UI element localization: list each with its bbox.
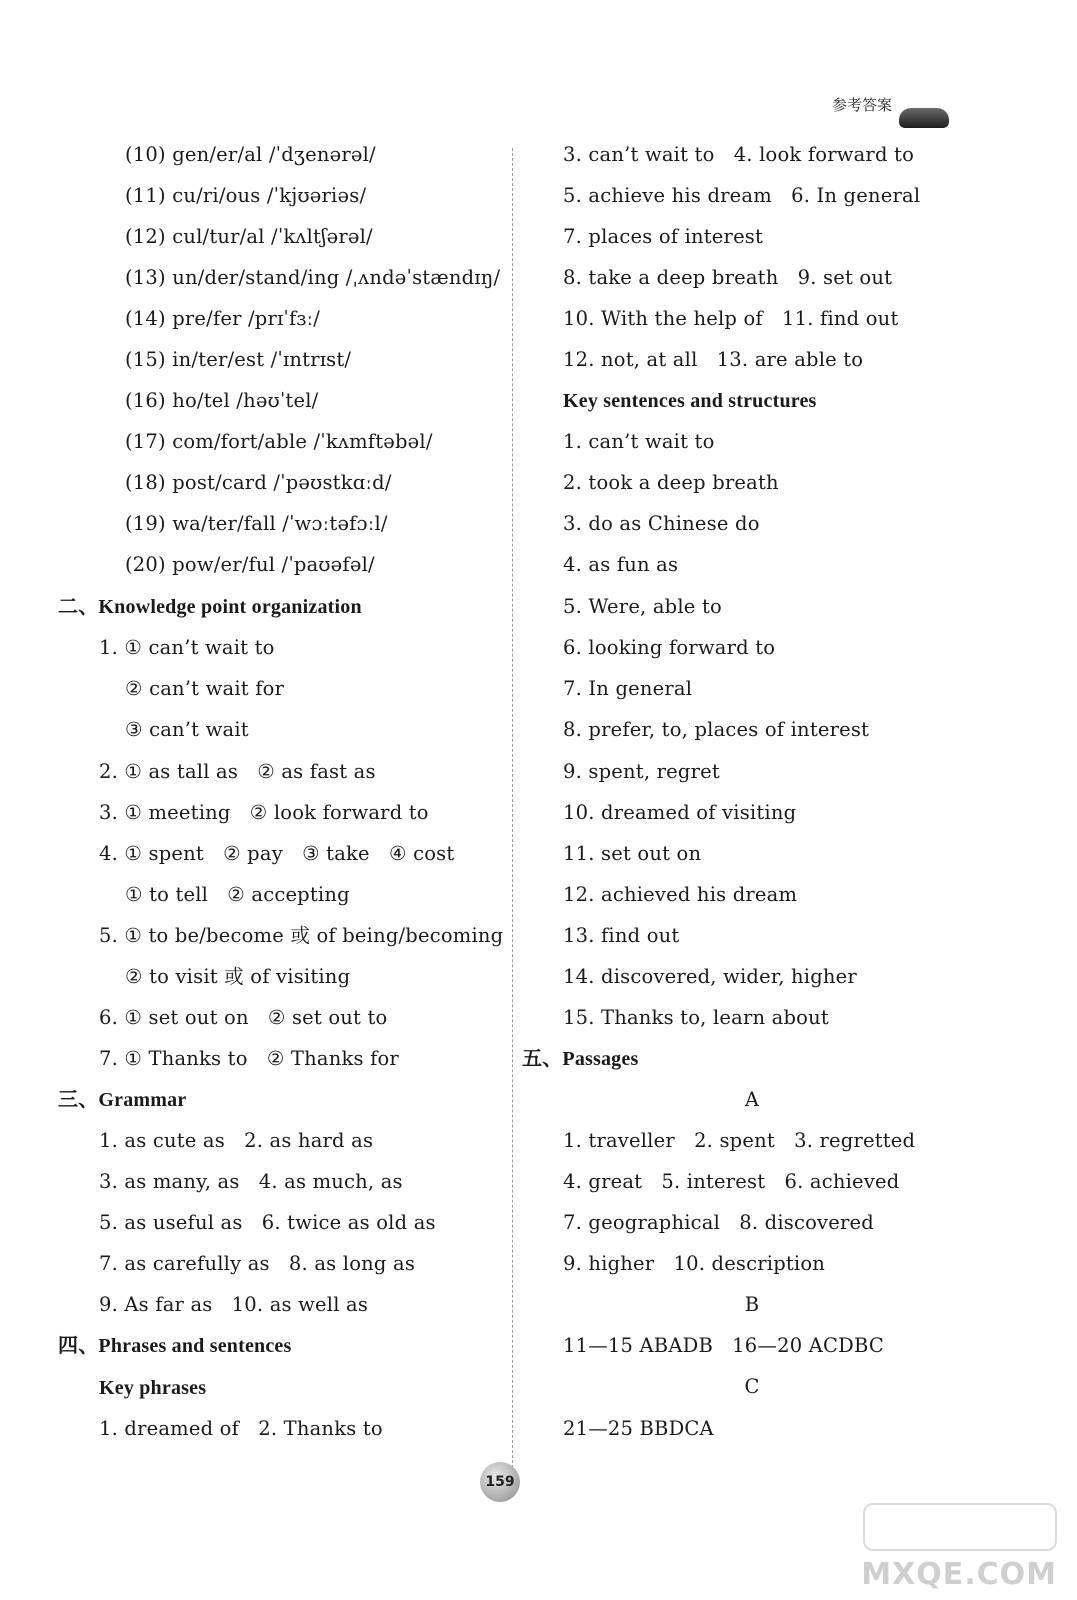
answer-line: ② to visit 或 of visiting bbox=[125, 965, 351, 988]
answer-line: 11—15 ABADB 16—20 ACDBC bbox=[563, 1334, 884, 1357]
answer-line: (17) com/fort/able /ˈkʌmftəbəl/ bbox=[125, 430, 433, 453]
passage-label: C bbox=[744, 1375, 760, 1398]
answer-line: 1. can’t wait to bbox=[563, 430, 715, 453]
answer-line: 5. ① to be/become 或 of being/becoming bbox=[99, 924, 504, 947]
answer-line: 5. Were, able to bbox=[563, 595, 722, 618]
section-heading: 四、Phrases and sentences bbox=[58, 1335, 292, 1357]
answer-line: 9. As far as 10. as well as bbox=[99, 1293, 369, 1316]
passage-label: A bbox=[744, 1088, 760, 1111]
answer-line: 2. took a deep breath bbox=[563, 471, 779, 494]
subsection-heading: Key sentences and structures bbox=[563, 390, 817, 412]
answer-line: 9. spent, regret bbox=[563, 760, 720, 783]
answer-line: 3. as many, as 4. as much, as bbox=[99, 1170, 403, 1193]
answer-line: 4. ① spent ② pay ③ take ④ cost bbox=[99, 842, 455, 865]
answer-line: (16) ho/tel /həʊˈtel/ bbox=[125, 389, 319, 412]
page-number: 159 bbox=[480, 1462, 520, 1502]
answer-line: 8. take a deep breath 9. set out bbox=[563, 266, 893, 289]
answer-line: 3. can’t wait to 4. look forward to bbox=[563, 143, 915, 166]
answer-line: ② can’t wait for bbox=[125, 677, 285, 700]
answer-line: 6. ① set out on ② set out to bbox=[99, 1006, 388, 1029]
answer-line: 13. find out bbox=[563, 924, 680, 947]
answer-line: (10) gen/er/al /ˈdʒenərəl/ bbox=[125, 143, 376, 166]
answer-line: ③ can’t wait bbox=[125, 718, 249, 741]
header-label: 参考答案 bbox=[831, 96, 892, 114]
answer-line: 11. set out on bbox=[563, 842, 702, 865]
passage-label: B bbox=[744, 1293, 760, 1316]
answer-line: (18) post/card /ˈpəʊstkɑːd/ bbox=[125, 471, 392, 494]
answer-line: 4. as fun as bbox=[563, 553, 679, 576]
answer-line: 21—25 BBDCA bbox=[563, 1417, 714, 1440]
answer-line: 7. ① Thanks to ② Thanks for bbox=[99, 1047, 399, 1070]
answer-line: 14. discovered, wider, higher bbox=[563, 965, 857, 988]
answer-line: 3. do as Chinese do bbox=[563, 512, 760, 535]
answer-line: (11) cu/ri/ous /ˈkjʊəriəs/ bbox=[125, 184, 367, 207]
answer-line: 3. ① meeting ② look forward to bbox=[99, 801, 429, 824]
answer-line: 10. dreamed of visiting bbox=[563, 801, 797, 824]
answer-line: (12) cul/tur/al /ˈkʌltʃərəl/ bbox=[125, 225, 373, 248]
answer-line: 8. prefer, to, places of interest bbox=[563, 718, 870, 741]
answer-line: 5. as useful as 6. twice as old as bbox=[99, 1211, 436, 1234]
answer-line: 4. great 5. interest 6. achieved bbox=[563, 1170, 900, 1193]
answer-line: 2. ① as tall as ② as fast as bbox=[99, 760, 376, 783]
section-heading: 二、Knowledge point organization bbox=[58, 596, 362, 618]
answer-line: 12. achieved his dream bbox=[563, 883, 798, 906]
answer-line: 10. With the help of 11. find out bbox=[563, 307, 899, 330]
answer-line: 1. as cute as 2. as hard as bbox=[99, 1129, 374, 1152]
answer-line: (19) wa/ter/fall /ˈwɔːtəfɔːl/ bbox=[125, 512, 388, 535]
answer-line: 12. not, at all 13. are able to bbox=[563, 348, 864, 371]
answer-line: (13) un/der/stand/ing /ˌʌndəˈstændɪŋ/ bbox=[125, 266, 501, 289]
answer-line: 6. looking forward to bbox=[563, 636, 776, 659]
watermark bbox=[847, 1502, 1057, 1592]
answer-line: 1. traveller 2. spent 3. regretted bbox=[563, 1129, 916, 1152]
answer-line: (14) pre/fer /prɪˈfɜː/ bbox=[125, 307, 321, 330]
column-divider bbox=[512, 148, 513, 1468]
watermark-logo-icon bbox=[863, 1503, 1057, 1551]
watermark-text: MXQE.COM bbox=[861, 1557, 1057, 1592]
answer-line: 7. places of interest bbox=[563, 225, 764, 248]
answer-line: 5. achieve his dream 6. In general bbox=[563, 184, 921, 207]
answer-line: 7. as carefully as 8. as long as bbox=[99, 1252, 416, 1275]
answer-line: 7. geographical 8. discovered bbox=[563, 1211, 874, 1234]
answer-line: (20) pow/er/ful /ˈpaʊəfəl/ bbox=[125, 553, 375, 576]
subsection-heading: Key phrases bbox=[99, 1377, 207, 1399]
answer-line: 1. dreamed of 2. Thanks to bbox=[99, 1417, 383, 1440]
header-badge bbox=[899, 108, 949, 128]
answer-line: 15. Thanks to, learn about bbox=[563, 1006, 829, 1029]
section-heading: 五、Passages bbox=[522, 1048, 639, 1070]
section-heading: 三、Grammar bbox=[58, 1089, 187, 1111]
answer-line: 1. ① can’t wait to bbox=[99, 636, 275, 659]
answer-line: (15) in/ter/est /ˈɪntrɪst/ bbox=[125, 348, 352, 371]
answer-line: ① to tell ② accepting bbox=[125, 883, 350, 906]
answer-line: 9. higher 10. description bbox=[563, 1252, 826, 1275]
answer-line: 7. In general bbox=[563, 677, 693, 700]
